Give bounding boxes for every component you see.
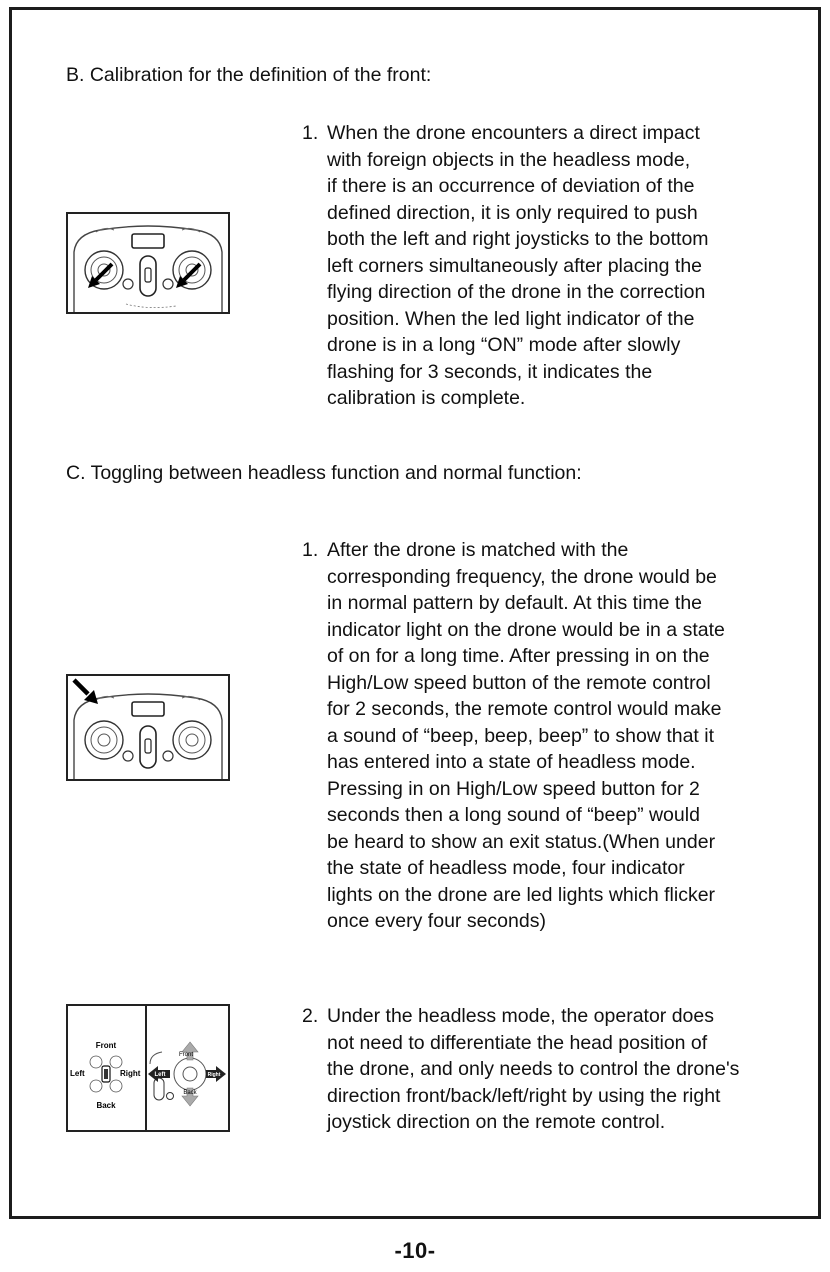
label-left-arrow: Left	[154, 1072, 166, 1078]
label-front-small: Front	[178, 1052, 194, 1058]
step-text-line: High/Low speed button of the remote control	[327, 671, 711, 694]
section-c-step-1	[302, 537, 802, 935]
step-text-line: direction front/back/left/right by using the right	[327, 1084, 721, 1107]
step-number: 1.	[302, 122, 319, 144]
step-text-line: of on for a long time. After pressing in on the	[327, 645, 710, 667]
label-left: Left	[70, 1069, 85, 1078]
step-text-line: When the drone encounters a direct impact	[327, 122, 700, 144]
step-text-line: has entered into a state of headless mode.	[327, 751, 696, 773]
step-text-line: be heard to show an exit status.(When under	[327, 830, 716, 853]
label-back-small: Back	[183, 1090, 197, 1096]
headless-direction-diagram	[66, 1004, 230, 1132]
section-c-step-2	[302, 1003, 802, 1136]
remote-speed-button-illustration	[66, 674, 230, 781]
step-text-line: for 2 seconds, the remote control would make	[327, 698, 722, 720]
step-text-line: flashing for 3 seconds, it indicates the	[327, 360, 653, 383]
step-text-line: the drone, and only needs to control the drone's	[327, 1058, 740, 1080]
remote-calibration-illustration	[66, 212, 230, 314]
step-text-line: drone is in a long “ON” mode after slowly	[327, 334, 681, 356]
label-right-arrow: Right	[207, 1072, 221, 1078]
step-text-line: the state of headless mode, four indicator	[327, 857, 685, 879]
section-c-heading: C. Toggling between headless function and normal function:	[66, 462, 582, 484]
page-number: -10-	[394, 1238, 436, 1263]
step-text-line: in normal pattern by default. At this time the	[327, 592, 703, 614]
section-b-heading: B. Calibration for the definition of the front:	[66, 64, 432, 86]
step-text-line: not need to differentiate the head position of	[327, 1031, 708, 1054]
step-text-line: a sound of “beep, beep, beep” to show that it	[327, 724, 715, 747]
step-text-line: left corners simultaneously after placing the	[327, 254, 703, 277]
step-text-line: calibration is complete.	[327, 387, 526, 409]
label-front: Front	[95, 1041, 117, 1050]
label-right: Right	[120, 1069, 141, 1078]
step-text-line: position. When the led light indicator of the	[327, 307, 695, 330]
step-text-line: indicator light on the drone would be in a state	[327, 618, 725, 641]
step-text-line: seconds then a long sound of “beep” would	[327, 804, 700, 826]
step-text-line: both the left and right joysticks to the bottom	[327, 228, 709, 250]
step-text-line: joystick direction on the remote control.	[327, 1111, 666, 1133]
step-text-line: corresponding frequency, the drone would be	[327, 565, 717, 588]
step-number: 2.	[302, 1005, 319, 1027]
step-text-line: if there is an occurrence of deviation of the	[327, 175, 695, 197]
step-text-line: with foreign objects in the headless mode,	[327, 148, 691, 171]
step-text-line: After the drone is matched with the	[327, 539, 629, 561]
step-text-line: flying direction of the drone in the correction	[327, 281, 706, 303]
step-number: 1.	[302, 539, 319, 561]
section-b-step-1	[302, 120, 802, 412]
step-text-line: Pressing in on High/Low speed button for 2	[327, 777, 700, 800]
step-text-line: defined direction, it is only required to push	[327, 201, 698, 224]
step-text-line: lights on the drone are led lights which flicker	[327, 883, 716, 906]
label-back: Back	[96, 1101, 116, 1110]
step-text-line: Under the headless mode, the operator does	[327, 1005, 715, 1027]
step-text-line: once every four seconds)	[327, 910, 546, 932]
